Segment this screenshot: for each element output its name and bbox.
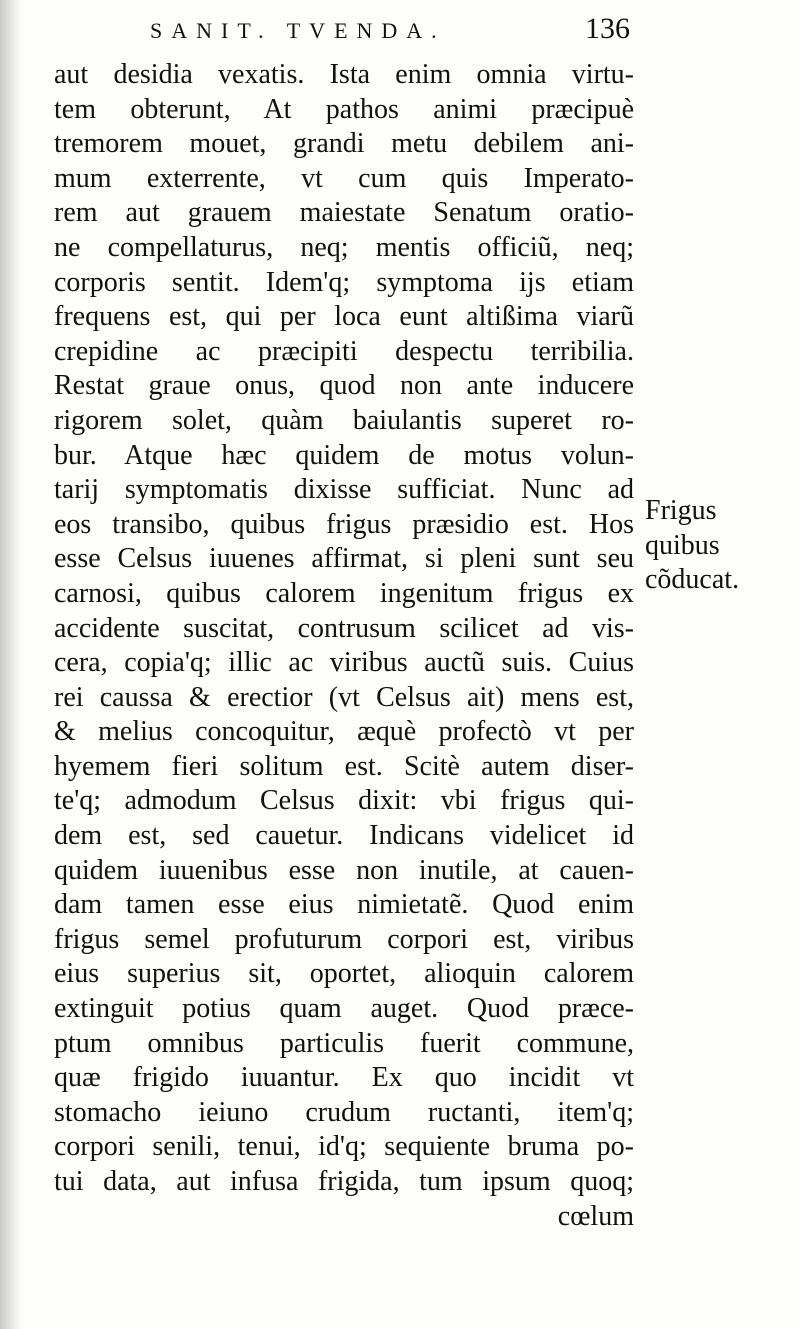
text-line: tui data, aut infusa frigida, tum ipsum quoq; [54, 1166, 634, 1197]
text-line: tarij symptomatis dixisse sufficiat. Nunc ad [54, 474, 634, 506]
text-line: stomacho ieiuno crudum ructanti, item'q; [54, 1096, 634, 1128]
body-text [54, 58, 634, 1234]
text-line: corporis sentit. Idem'q; symptoma ijs etiam [54, 266, 634, 298]
text-line: rei caussa & erectior (vt Celsus ait) mens est, [54, 681, 634, 713]
text-line: frigus semel profuturum corpori est, viribus [54, 923, 634, 955]
text-line: quæ frigido iuuantur. Ex quo incidit vt [54, 1062, 634, 1094]
text-line: corpori senili, tenui, id'q; sequiente bruma po- [54, 1131, 634, 1163]
text-line: ne compellaturus, neq; mentis officiũ, neq; [54, 231, 634, 263]
text-line: accidente suscitat, contrusum scilicet ad vis- [54, 612, 634, 644]
page-number: 136 [585, 12, 630, 45]
text-line: quidem iuuenibus esse non inutile, at cauen- [54, 854, 634, 886]
text-line: eos transibo, quibus frigus præsidio est. Hos [54, 508, 634, 540]
text-line: tremorem mouet, grandi metu debilem ani- [54, 128, 634, 160]
running-title: SANIT. TVENDA. [150, 18, 446, 43]
text-line: Restat graue onus, quod non ante inducere [54, 370, 634, 402]
text-line: dam tamen esse eius nimietatẽ. Quod enim [54, 889, 634, 921]
marginal-note [645, 494, 795, 598]
text-line: dem est, sed cauetur. Indicans videlicet id [54, 820, 634, 852]
text-line: extinguit potius quam auget. Quod præce- [54, 993, 634, 1025]
page-gutter-shadow [0, 0, 22, 1329]
bleed-through-text [730, 740, 790, 810]
text-line: hyemem fieri solitum est. Scitè autem diser- [54, 750, 634, 782]
margin-note-line: cõducat. [645, 564, 740, 596]
text-line: rem aut grauem maiestate Senatum oratio- [54, 197, 634, 229]
text-line: cœlum [557, 1200, 634, 1232]
text-line: esse Celsus iuuenes affirmat, si pleni sunt seu [54, 543, 634, 575]
text-line: crepidine ac præcipiti despectu terribilia. [54, 335, 634, 367]
text-line: mum exterrente, vt cum quis Imperato- [54, 162, 634, 194]
text-line: eius superius sit, oportet, alioquin calorem [54, 958, 634, 990]
margin-note-line: quibus [645, 529, 720, 561]
text-line: frequens est, qui per loca eunt altißima viarũ [54, 301, 634, 333]
text-line: & melius concoquitur, æquè profectò vt per [54, 716, 634, 748]
text-line: rigorem solet, quàm baiulantis superet ro- [54, 404, 634, 436]
text-line: te'q; admodum Celsus dixit: vbi frigus qui- [54, 785, 634, 817]
running-head [150, 8, 630, 48]
text-line: aut desidia vexatis. Ista enim omnia virtu- [54, 59, 634, 90]
text-line: tem obterunt, At pathos animi præcipuè [54, 93, 634, 125]
text-line: cera, copia'q; illic ac viribus auctũ suis. Cuius [54, 647, 634, 679]
text-line: carnosi, quibus calorem ingenitum frigus ex [54, 577, 634, 609]
text-line: bur. Atque hæc quidem de motus volun- [54, 439, 634, 471]
margin-note-line: Frigus [645, 495, 717, 526]
text-line: ptum omnibus particulis fuerit commune, [54, 1027, 634, 1059]
